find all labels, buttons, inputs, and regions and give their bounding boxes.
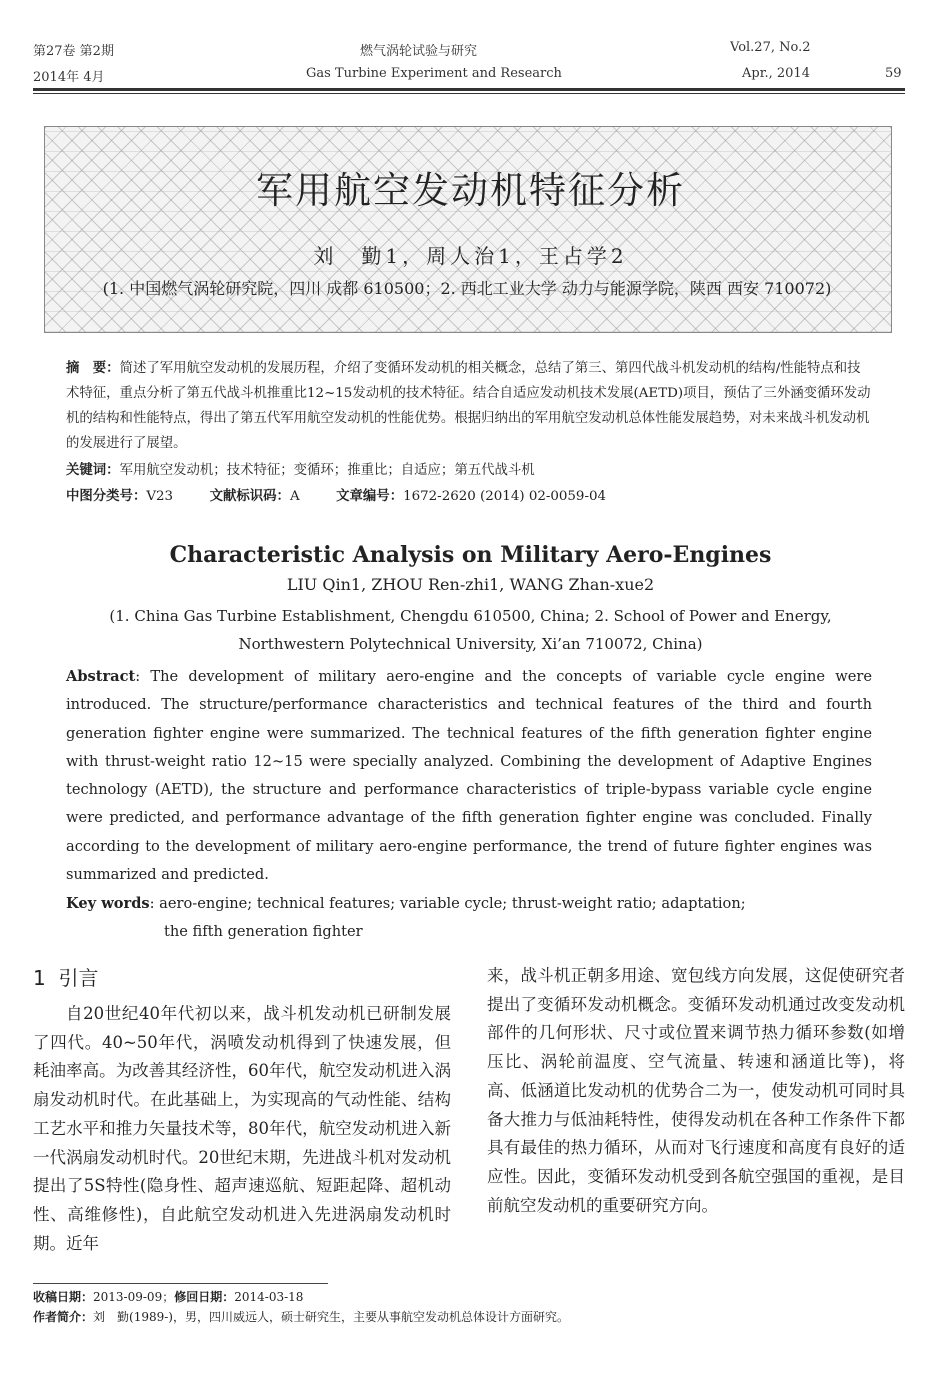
header-volume-cn: 第27卷 第2期 — [33, 44, 114, 59]
header-rule — [33, 88, 905, 91]
clc-label: 中图分类号： — [66, 489, 147, 504]
header-journal-en: Gas Turbine Experiment and Research — [306, 66, 562, 81]
section-number: 1 — [33, 966, 46, 990]
keywords-en — [66, 890, 872, 946]
section-title: 引言 — [58, 966, 99, 990]
article-number-label: 文章编号： — [336, 489, 404, 504]
body-left-column: 自20世纪40年代初以来，战斗机发动机已研制发展了四代。40~50年代，涡喷发动机得到了快速发展，但耗油率高。为改善其经济性，60年代，航空发动机进入涡扇发动机时代。在此基础上，为实现高的气动性能、结构工艺水平和推力矢量技术等，80年代，航空发动机进入新一代涡扇发动机时代。20世纪末期，先进战斗机对发动机提出了5S特性(隐身性、超声速巡航、短距起降、超机动性、高维修性)，自此航空发动机进入先进涡扇发动机时期。近年 — [33, 1004, 451, 1253]
doc-code-label: 文献标识码： — [209, 489, 290, 504]
abstract-en — [66, 663, 872, 889]
page-number: 59 — [885, 66, 902, 81]
title-box — [44, 126, 892, 333]
paper-title-en: Characteristic Analysis on Military Aero-Engines — [169, 542, 772, 568]
header-date-en: Apr., 2014 — [742, 66, 810, 81]
bio-label: 作者简介： — [33, 1310, 94, 1324]
header-volume-en: Vol.27, No.2 — [730, 40, 811, 55]
authors-en: LIU Qin1, ZHOU Ren-zhi1, WANG Zhan-xue2 — [286, 575, 655, 594]
paper-title-cn: 军用航空发动机特征分析 — [256, 169, 685, 212]
abstract-en-label: Abstract — [66, 668, 136, 685]
keywords-cn — [66, 458, 872, 483]
received-label: 收稿日期： — [33, 1290, 94, 1304]
body-right-column: 来，战斗机正朝多用途、宽包线方向发展，这促使研究者提出了变循环发动机概念。变循环发动机通过改变发动机部件的几何形状、尺寸或位置来调节热力循环参数(如增压比、涡轮前温度、空气流量、转速和涵道比等)，将高、低涵道比发动机的优势合二为一，使发动机可同时具备大推力与低油耗特性，使得发动机在各种工作条件下都具有最佳的热力循环，从而对飞行速度和高度有良好的适应性。因此，变循环发动机受到各航空强国的重视，是目前航空发动机的重要研究方向。 — [487, 966, 905, 1215]
revised-label: 修回日期： — [174, 1290, 235, 1304]
revised-date: 2014-03-18 — [234, 1290, 304, 1304]
footnote-dates — [33, 1288, 303, 1305]
affiliation-en-line1: (1. China Gas Turbine Establishment, Chengdu 610500, China; 2. School of Power and Energy, — [109, 607, 832, 625]
abstract-en-text: : The development of military aero-engine and the concepts of variable cycle engine were introduced. The structure/performance characteristics and technical features of the third and fourth generation fighter engine were summarized. The technical features of the fifth generation fighter engine with thrust-weight ratio 12~15 were specially analyzed. Combining the development of Adaptive Engines technology (AETD), the structure and performance characteristics of triple-bypass variable cycle engine were predicted, and performance advantage of the fifth generation fighter engine was concluded. Finally according to the development of military aero-engine performance, the trend of future fighter engines was summarized and predicted. — [66, 668, 872, 884]
footnote-rule — [33, 1283, 328, 1284]
affiliation-cn: (1. 中国燃气涡轮研究院，四川 成都 610500；2. 西北工业大学 动力与能源学院，陕西 西安 710072) — [102, 279, 832, 298]
abstract-cn — [66, 356, 872, 456]
classification-line — [66, 484, 872, 509]
keywords-cn-label: 关键词： — [66, 463, 120, 478]
article-number-value: 1672-2620 (2014) 02-0059-04 — [403, 489, 607, 504]
keywords-en-line1: : aero-engine; technical features; variable cycle; thrust-weight ratio; adaptation; — [149, 895, 746, 912]
clc-value: V23 — [146, 489, 174, 504]
affiliation-en-line2: Northwestern Polytechnical University, Xi’an 710072, China) — [238, 635, 703, 653]
abstract-cn-label: 摘 要： — [66, 361, 120, 376]
keywords-en-label: Key words — [66, 895, 150, 912]
keywords-en-line2: the fifth generation fighter — [164, 923, 363, 940]
header-date-cn: 2014年 4月 — [33, 70, 105, 85]
keywords-cn-text: 军用航空发动机；技术特征；变循环；推重比；自适应；第五代战斗机 — [119, 463, 535, 478]
header-journal-cn: 燃气涡轮试验与研究 — [360, 44, 478, 59]
received-date: 2013-09-09； — [93, 1290, 175, 1304]
authors-cn: 刘 勤1，周人治1，王占学2 — [313, 244, 628, 268]
abstract-cn-text: 简述了军用航空发动机的发展历程，介绍了变循环发动机的相关概念，总结了第三、第四代战斗机发动机的结构/性能特点和技术特征，重点分析了第五代战斗机推重比12~15发动机的技术特征。结合自适应发动机技术发展(AETD)项目，预估了三外涵变循环发动机的结构和性能特点，得出了第五代军用航空发动机的性能优势。根据归纳出的军用航空发动机总体性能发展趋势，对未来战斗机发动机的发展进行了展望。 — [66, 361, 871, 451]
footnote-bio — [33, 1308, 569, 1325]
header-rule-thin — [33, 93, 905, 94]
section-heading — [33, 962, 98, 991]
bio-text: 刘 勤(1989-)，男，四川威远人，硕士研究生，主要从事航空发动机总体设计方面研究。 — [93, 1310, 569, 1324]
doc-code-value: A — [289, 489, 300, 504]
